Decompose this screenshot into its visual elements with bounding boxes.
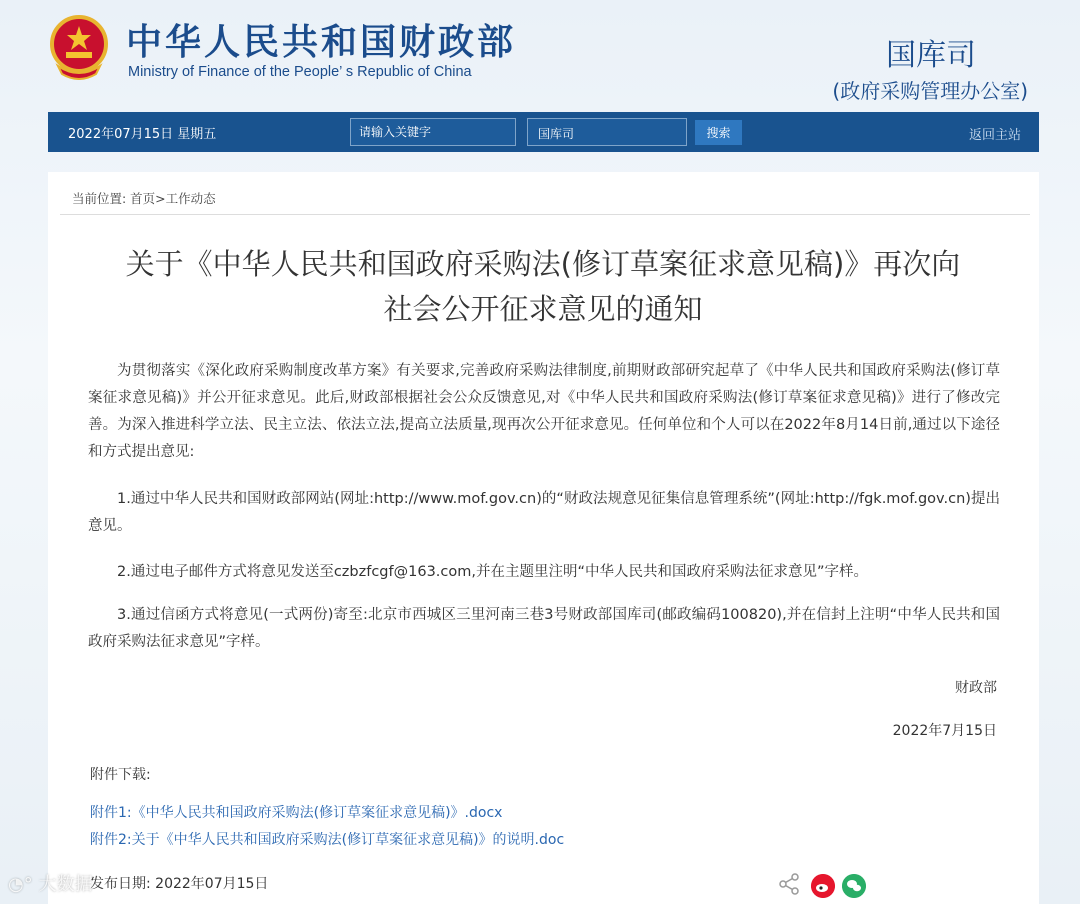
weibo-icon[interactable] (811, 874, 835, 898)
share-icon[interactable] (778, 873, 800, 895)
attachments-header: 附件下载: (90, 767, 151, 783)
search-input[interactable] (350, 118, 516, 146)
paragraph-method-3: 3.通过信函方式将意见(一式两份)寄至:北京市西城区三里河南三巷3号财政部国库司(邮政编码100820),并在信封上注明“中华人民共和国政府采购法征求意见”字样。 (88, 607, 1000, 650)
site-header (0, 0, 1080, 112)
search-scope-field[interactable]: 国库司 (527, 118, 687, 146)
watermark-text: 大数据 (38, 874, 93, 895)
attachment-link-2[interactable]: 附件2:关于《中华人民共和国政府采购法(修订草案征求意见稿)》的说明.doc (90, 832, 565, 848)
signature-org: 财政部 (955, 680, 997, 696)
watermark (8, 870, 92, 896)
divider (60, 214, 1030, 215)
department-subtitle: (政府采购管理办公室) (832, 79, 1028, 103)
search-button[interactable]: 搜索 (695, 120, 742, 145)
national-emblem-icon (48, 14, 110, 80)
wechat-icon[interactable] (842, 874, 866, 898)
attachment-link-1[interactable]: 附件1:《中华人民共和国政府采购法(修订草案征求意见稿)》.docx (90, 805, 503, 821)
ministry-name-cn: 中华人民共和国财政部 (126, 21, 517, 63)
breadcrumb[interactable]: 当前位置: 首页>工作动态 (72, 191, 216, 206)
paragraph-intro: 为贯彻落实《深化政府采购制度改革方案》有关要求,完善政府采购法律制度,前期财政部研究起草了《中华人民共和国政府采购法(修订草案征求意见稿)》并公开征求意见。此后,财政部根据社会公众反馈意见,对《中华人民共和国政府采购法(修订草案征求意见稿)》进行了修改完善。为深入推进科学立法、民主立法、依法立法,提高立法质量,现再次公开征求意见。任何单位和个人可以在2022年8月14日前,通过以下途径和方式提出意见: (88, 363, 1000, 460)
ministry-name-en: Ministry of Finance of the People’ s Republic of China (128, 64, 472, 80)
publish-date: 发布日期: 2022年07月15日 (90, 876, 269, 892)
article-title (78, 242, 1008, 332)
nav-bar (48, 112, 1039, 152)
current-date: 2022年07月15日 星期五 (68, 127, 217, 142)
article-panel (48, 172, 1039, 904)
department-name: 国库司 (886, 38, 976, 73)
paragraph-method-1: 1.通过中华人民共和国财政部网站(网址:http://www.mof.gov.cn)的“财政法规意见征集信息管理系统”(网址:http://fgk.mof.gov.cn)提出意见。 (88, 491, 1000, 534)
paragraph-method-2: 2.通过电子邮件方式将意见发送至czbzfcgf@163.com,并在主题里注明“中华人民共和国政府采购法征求意见”字样。 (117, 564, 869, 580)
article-title-line1: 关于《中华人民共和国政府采购法(修订草案征求意见稿)》再次向 (125, 247, 961, 281)
article-title-line2: 社会公开征求意见的通知 (383, 292, 703, 326)
watermark-logo-icon: ◔° (8, 874, 33, 895)
back-to-main-link[interactable]: 返回主站 (968, 128, 1021, 143)
signature-date: 2022年7月15日 (892, 723, 997, 739)
